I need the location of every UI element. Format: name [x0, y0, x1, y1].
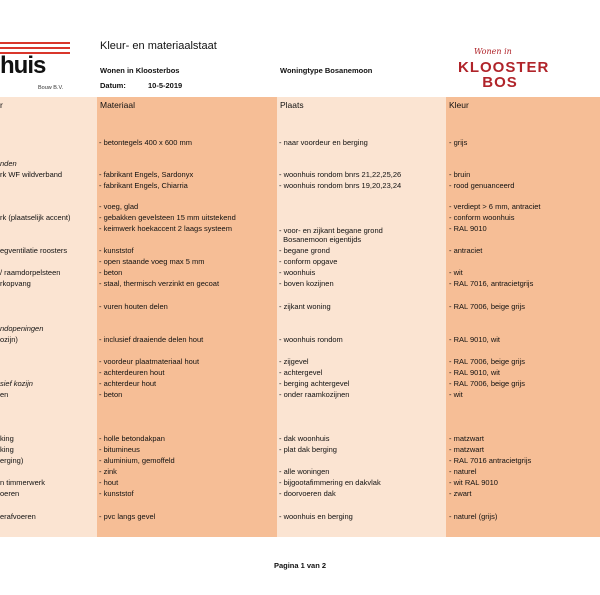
column-header-materiaal: Materiaal: [100, 100, 135, 110]
row-color: - naturel: [449, 467, 477, 476]
row-place: - woonhuis en berging: [279, 512, 353, 521]
row-color: - naturel (grijs): [449, 512, 498, 521]
row-material: - aluminium, gemoffeld: [99, 456, 175, 465]
row-label: rk (plaatselijk accent): [0, 213, 71, 222]
row-label: king: [0, 434, 14, 443]
row-material: - inclusief draaiende delen hout: [99, 335, 204, 344]
row-material: - open staande voeg max 5 mm: [99, 257, 205, 266]
row-label: erging): [0, 456, 24, 465]
row-label: / raamdorpelsteen: [0, 268, 61, 277]
row-place: - onder raamkozijnen: [279, 390, 350, 399]
row-place: - woonhuis rondom bnrs 19,20,23,24: [279, 181, 402, 190]
row-label: oeren: [0, 489, 20, 498]
row-material: - kunststof: [99, 489, 134, 498]
row-place: - achtergevel: [279, 368, 323, 377]
row-label: en: [0, 390, 9, 399]
row-place: - naar voordeur en berging: [279, 138, 368, 147]
row-label: ozijn): [0, 335, 18, 344]
row-label: king: [0, 445, 14, 454]
project-name: Wonen in Kloosterbos: [100, 66, 180, 75]
row-material: - vuren houten delen: [99, 302, 168, 311]
page-title: Kleur- en materiaalstaat: [100, 40, 217, 52]
row-material: - voeg, glad: [99, 202, 139, 211]
row-color: - RAL 7006, beige grijs: [449, 379, 526, 388]
row-material: - holle betondakpan: [99, 434, 165, 443]
row-label: rkopvang: [0, 279, 31, 288]
row-material: - keimwerk hoekaccent 2 laags systeem: [99, 224, 232, 233]
row-place: Bosanemoon eigentijds: [279, 235, 362, 244]
row-label: rk WF wildverband: [0, 170, 63, 179]
row-color: - RAL 7006, beige grijs: [449, 357, 526, 366]
row-material: - staal, thermisch verzinkt en gecoat: [99, 279, 220, 288]
logo-stripe: [0, 47, 70, 49]
row-color: - wit: [449, 268, 463, 277]
row-color: - RAL 7006, beige grijs: [449, 302, 526, 311]
row-material: - gebakken gevelsteen 15 mm uitstekend: [99, 213, 236, 222]
row-material: - betontegels 400 x 600 mm: [99, 138, 192, 147]
row-color: - RAL 9010, wit: [449, 335, 500, 344]
column-header-kleur: Kleur: [449, 100, 469, 110]
row-color: - verdiept > 6 mm, antraciet: [449, 202, 541, 211]
row-color: - RAL 7016, antracietgrijs: [449, 279, 534, 288]
section-heading: ndopeningen: [0, 324, 44, 333]
row-color: - bruin: [449, 170, 471, 179]
row-color: - rood genuanceerd: [449, 181, 515, 190]
row-material: - hout: [99, 478, 119, 487]
row-place: - begane grond: [279, 246, 330, 255]
row-material: - achterdeur hout: [99, 379, 157, 388]
row-color: - RAL 9010, wit: [449, 368, 500, 377]
row-place: - zijkant woning: [279, 302, 331, 311]
row-place: - doorvoeren dak: [279, 489, 336, 498]
page-number: Pagina 1 van 2: [273, 561, 327, 570]
company-subtitle: Bouw B.V.: [38, 85, 64, 91]
row-color: - wit: [449, 390, 463, 399]
row-color: - RAL 7016 antracietgrijs: [449, 456, 532, 465]
date-label: Datum:: [100, 81, 126, 90]
row-place: - woonhuis rondom: [279, 335, 343, 344]
row-color: - matzwart: [449, 445, 485, 454]
row-place: - boven kozijnen: [279, 279, 334, 288]
row-color: - conform woonhuis: [449, 213, 515, 222]
row-material: - fabrikant Engels, Sardonyx: [99, 170, 194, 179]
row-color: - RAL 9010: [449, 224, 487, 233]
row-color: - grijs: [449, 138, 468, 147]
row-color: - wit RAL 9010: [449, 478, 498, 487]
row-place: - alle woningen: [279, 467, 330, 476]
row-label: erafvoeren: [0, 512, 36, 521]
row-place: - plat dak berging: [279, 445, 337, 454]
logo-stripe: [0, 42, 70, 44]
section-heading: nden: [0, 159, 17, 168]
row-place: - voor- en zijkant begane grond: [279, 226, 383, 235]
row-material: - kunststof: [99, 246, 134, 255]
brand-script: Wonen in: [474, 47, 512, 56]
row-label: n timmerwerk: [0, 478, 46, 487]
row-material: - pvc langs gevel: [99, 512, 156, 521]
row-material: - zink: [99, 467, 117, 476]
row-material: - fabrikant Engels, Chiarria: [99, 181, 188, 190]
brand-name-line-1: KLOOSTER: [458, 59, 550, 76]
row-color: - antraciet: [449, 246, 483, 255]
row-material: - bitumineus: [99, 445, 140, 454]
row-place: - zijgevel: [279, 357, 309, 366]
column-header-plaats: Plaats: [280, 100, 304, 110]
row-place: - bijgootafimmering en dakvlak: [279, 478, 381, 487]
row-place: - dak woonhuis: [279, 434, 330, 443]
row-material: - achterdeuren hout: [99, 368, 165, 377]
dwelling-type: Woningtype Bosanemoon: [280, 66, 373, 75]
date-value: 10-5-2019: [148, 81, 183, 90]
row-label: sief kozijn: [0, 379, 33, 388]
brand-name-line-2: BOS: [482, 74, 518, 91]
row-material: - voordeur plaatmateriaal hout: [99, 357, 200, 366]
column-band-2: [97, 97, 277, 537]
row-label: egventilatie roosters: [0, 246, 68, 255]
row-place: - woonhuis rondom bnrs 21,22,25,26: [279, 170, 402, 179]
row-place: - conform opgave: [279, 257, 338, 266]
row-color: - zwart: [449, 489, 472, 498]
row-material: - beton: [99, 268, 123, 277]
column-header-1: r: [0, 100, 3, 110]
row-place: - woonhuis: [279, 268, 316, 277]
row-color: - matzwart: [449, 434, 485, 443]
row-place: - berging achtergevel: [279, 379, 350, 388]
row-material: - beton: [99, 390, 123, 399]
company-logo-word: huis: [0, 52, 46, 79]
